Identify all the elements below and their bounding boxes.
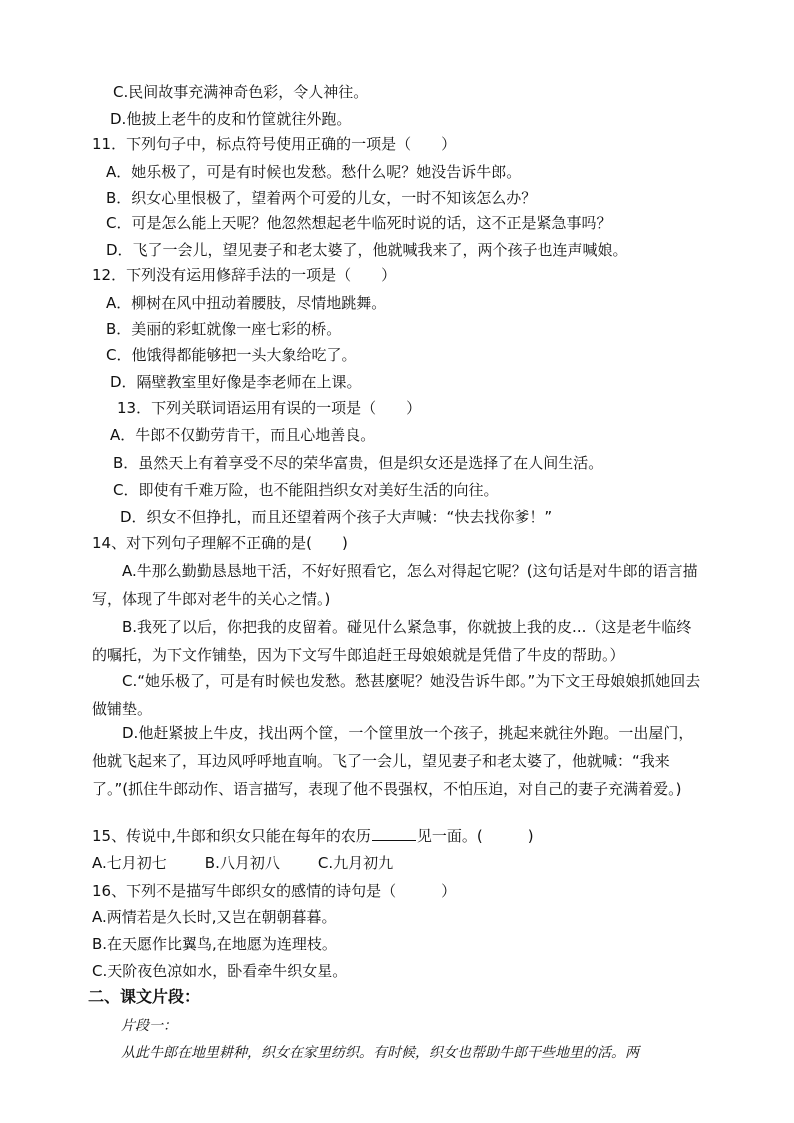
q13-stem: 13．下列关联词语运用有误的一项是（ ）: [117, 399, 422, 417]
q11-option-b: B．织女心里恨极了，望着两个可爱的儿女，一时不知该怎么办？: [106, 189, 537, 207]
q13-option-b: B．虽然天上有着享受不尽的荣华富贵，但是织女还是选择了在人间生活。: [113, 454, 604, 472]
q12-option-a: A．柳树在风中扭动着腰肢，尽情地跳舞。: [106, 294, 387, 312]
q12-option-b: B．美丽的彩虹就像一座七彩的桥。: [106, 320, 342, 338]
q10-option-c: C.民间故事充满神奇色彩，令人神往。: [113, 83, 369, 101]
section-2-heading: 二、课文片段：: [88, 987, 201, 1006]
q11-option-c: C．可是怎么能上天呢？他忽然想起老牛临死时说的话，这不正是紧急事吗？: [106, 214, 612, 232]
q15-stem: [92, 826, 534, 846]
q12-option-d: D．隔壁教室里好像是李老师在上课。: [110, 373, 362, 391]
q12-option-c: C．他饿得都能够把一头大象给吃了。: [106, 346, 357, 364]
q14-stem: 14、对下列句子理解不正确的是( ): [92, 534, 348, 552]
q13-option-a: A．牛郎不仅勤劳肯干，而且心地善良。: [110, 426, 376, 444]
q15-option-b: B.八月初八: [204, 854, 280, 872]
excerpt-1-label: 片段一：: [121, 1018, 177, 1034]
q16-option-a: A.两情若是久长时,又岂在朝朝暮暮。: [92, 908, 337, 926]
q11-option-a: A．她乐极了，可是有时候也发愁。愁什么呢？她没告诉牛郎。: [106, 163, 522, 181]
q14-option-d: D.他赶紧披上牛皮，找出两个筐，一个筐里放一个孩子，挑起来就往外跑。一出屋门，他就飞起来了，耳边风呼呼地直响。飞了一会儿，望见妻子和老太婆了，他就喊：“我来了。”(抓住牛郎动作、语言描写，表现了他不畏强权，不怕压迫，对自己的妻子充满着爱。): [92, 724, 694, 798]
q11-stem: 11．下列句子中，标点符号使用正确的一项是（ ）: [92, 135, 457, 153]
q10-option-d: D.他披上老牛的皮和竹筐就往外跑。: [110, 110, 352, 128]
q13-option-d: D．织女不但挣扎，而且还望着两个孩子大声喊：“快去找你爹！”: [120, 508, 553, 526]
q15-option-a: A.七月初七: [92, 854, 167, 872]
q16-stem: 16、下列不是描写牛郎织女的感情的诗句是（ ）: [92, 882, 457, 900]
q14-option-a: A.牛那么勤勤恳恳地干活，不好好照看它，怎么对得起它呢？(这句话是对牛郎的语言描写，体现了牛郎对老牛的关心之情。): [92, 562, 698, 608]
q15-answer-blank[interactable]: [372, 826, 416, 841]
excerpt-1-paragraph: 从此牛郎在地里耕种，织女在家里纺织。有时候，织女也帮助牛郎干些地里的活。两: [121, 1045, 639, 1061]
q11-option-d: D．飞了一会儿，望见妻子和老太婆了，他就喊我来了，两个孩子也连声喊娘。: [106, 241, 628, 259]
q16-option-b: B.在天愿作比翼鸟,在地愿为连理枝。: [92, 935, 337, 953]
q15-stem-before: 15、传说中,牛郎和织女只能在每年的农历: [92, 827, 371, 845]
q14-option-b: B.我死了以后，你把我的皮留着。碰见什么紧急事，你就披上我的皮...（这是老牛临终的嘱托，为下文作铺垫，因为下文写牛郎追赶王母娘娘就是凭借了牛皮的帮助。）: [92, 618, 692, 664]
q15-options: [92, 853, 393, 873]
q15-option-c: C.九月初九: [317, 854, 394, 872]
q14-option-c: C.“她乐极了，可是有时候也发愁。愁甚麼呢？她没告诉牛郎。”为下文王母娘娘抓她回去做铺垫。: [92, 672, 701, 718]
q12-stem: 12．下列没有运用修辞手法的一项是（ ）: [92, 266, 397, 284]
q15-stem-after: 见一面。( ): [416, 827, 534, 845]
q13-option-c: C．即使有千难万险，也不能阻挡织女对美好生活的向往。: [113, 481, 499, 499]
q16-option-c: C.天阶夜色凉如水，卧看牵牛织女星。: [92, 962, 348, 980]
